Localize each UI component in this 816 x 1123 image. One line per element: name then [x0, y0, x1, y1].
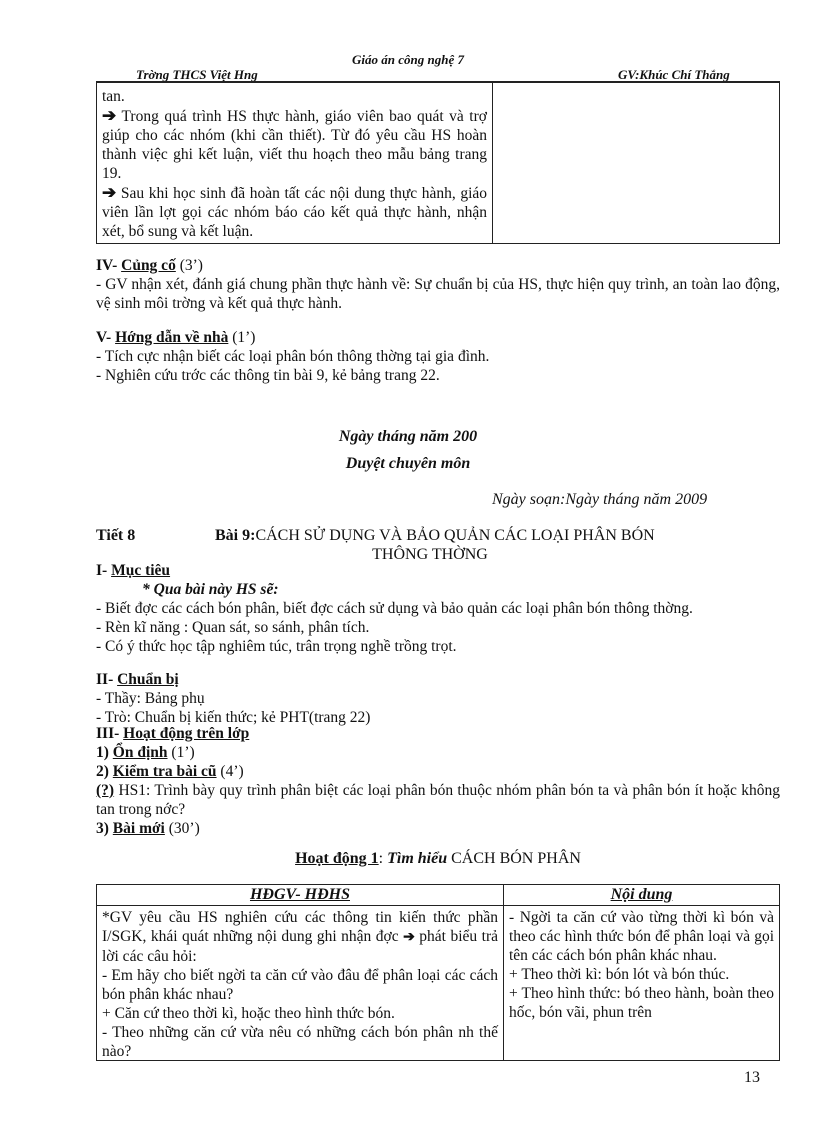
review-question: HS1: Trình bày quy trình phân biệt các loại phân bón thuộc nhóm phân bón ta và phân bón ít hoặc không tan trong nớc? [96, 782, 780, 818]
lesson-title-line-1: CÁCH SỬ DỤNG VÀ BẢO QUẢN CÁC LOẠI PHÂN BÓN [255, 527, 655, 544]
step-3-time: (30’) [164, 820, 200, 837]
section-i-intro: * Qua bài này HS sẽ: [142, 581, 279, 598]
header-teacher: GV:Khúc Chí Thắng [618, 67, 730, 82]
section-i-item: - Biết đợc các cách bón phân, biết đợc cách sử dụng và bảo quản các loại phân bón thông thờng. [96, 600, 693, 617]
left-line-2: - Em hãy cho biết ngời ta căn cứ vào đâu để phân loại các cách bón phân khác nhau? [102, 967, 498, 1003]
lesson-title-line-2: THÔNG THỜNG [372, 546, 488, 563]
section-iii-title: Hoạt động trên lớp [123, 725, 250, 742]
activity-heading [0, 850, 816, 868]
section-i-item: - Rèn kĩ năng : Quan sát, so sánh, phân tích. [96, 619, 370, 636]
section-v-item: - Nghiên cứu trớc các thông tin bài 9, kẻ bảng trang 22. [96, 367, 440, 384]
table-header-hdgv: HĐGV- HĐHS [97, 885, 504, 906]
arrow-icon: ➔ [403, 930, 415, 945]
left-line-1-tail: phát biểu trả lời các câu hỏi: [102, 928, 498, 965]
left-line-3: + Căn cứ theo thời kì, hoặc theo hình thức bón. [102, 1005, 395, 1022]
activity-label: Hoạt động 1 [295, 850, 379, 867]
activity-tim-hieu: Tìm hiểu [387, 850, 448, 867]
section-hoat-dong [96, 724, 780, 838]
left-line-4: - Theo những căn cứ vừa nêu có những cách bón phân nh thế nào? [102, 1024, 498, 1060]
step-1-time: (1’) [167, 744, 195, 761]
table-cell-teacher-student [97, 906, 504, 1061]
activity-table [96, 884, 780, 1061]
activity-topic: CÁCH BÓN PHÂN [447, 850, 581, 867]
step-3-title: Bài mới [112, 820, 165, 837]
top-table-right-cell [493, 83, 780, 244]
top-table-line-3: Sau khi học sinh đã hoàn tất các nội dung thực hành, giáo viên lần lợt gọi các nhóm báo cáo kết quả thực hành, nhận xét, bổ sung và kết luận. [102, 185, 488, 240]
lesson-title [215, 527, 655, 545]
approval-date: Ngày tháng năm 200 [338, 428, 478, 445]
section-chuan-bi [96, 670, 780, 727]
section-v-item: - Tích cực nhận biết các loại phân bón thông thờng tại gia đình. [96, 348, 490, 365]
top-table-line-1: tan. [102, 88, 125, 105]
table-header-noi-dung: Nội dung [504, 885, 780, 906]
arrow-icon: ➔ [102, 183, 117, 202]
step-3-number: 3) [96, 820, 109, 837]
step-2-time: (4’) [216, 763, 244, 780]
table-cell-content [504, 906, 780, 1061]
section-i-number: I- [96, 562, 108, 579]
section-cung-co [96, 256, 780, 313]
document-header-title: Giáo án công nghệ 7 [352, 52, 464, 67]
section-huong-dan [96, 328, 780, 385]
step-2-title: Kiểm tra bài cũ [112, 763, 217, 780]
step-1-title: Ổn định [112, 744, 168, 761]
top-table-line-2: Trong quá trình HS thực hành, giáo viên bao quát và trợ giúp cho các nhóm (khi cần thiết). Từ đó yêu cầu HS hoàn thành việc ghi kết luận, viết thu hoạch theo mẫu bảng trang 19. [102, 108, 487, 182]
section-v-time: (1’) [228, 329, 256, 346]
approval-label: Duyệt chuyên môn [345, 455, 471, 472]
preparation-date: Ngày soạn:Ngày tháng năm 2009 [492, 491, 708, 508]
step-1-number: 1) [96, 744, 109, 761]
section-iv-time: (3’) [175, 257, 203, 274]
question-mark-icon: (?) [96, 782, 115, 799]
top-table-left-cell [97, 83, 493, 244]
section-muc-tieu [96, 561, 780, 656]
right-line-2: + Theo thời kì: bón lót và bón thúc. [509, 966, 730, 983]
section-iv-number: IV- [96, 257, 118, 274]
section-ii-title: Chuẩn bị [117, 671, 179, 688]
section-v-title: Hớng dẫn về nhà [115, 329, 229, 346]
section-iv-title: Củng cố [121, 257, 176, 274]
section-i-title: Mục tiêu [111, 562, 171, 579]
section-ii-number: II- [96, 671, 114, 688]
page-number: 13 [744, 1069, 760, 1086]
section-iii-number: III- [96, 725, 120, 742]
right-line-3: + Theo hình thức: bó theo hành, boàn theo hốc, bón vãi, phun trên [509, 985, 774, 1021]
lesson-period: Tiết 8 [96, 527, 136, 544]
step-2-number: 2) [96, 763, 109, 780]
header-school: Trờng THCS Việt Hng [136, 67, 258, 82]
section-iv-body: - GV nhận xét, đánh giá chung phần thực hành về: Sự chuẩn bị của HS, thực hiện quy trình, an toàn lao động, vệ sinh môi trờng và kết quả thực hành. [96, 276, 780, 312]
section-i-item: - Có ý thức học tập nghiêm túc, trân trọng nghề trồng trọt. [96, 638, 457, 655]
section-ii-item: - Trò: Chuẩn bị kiến thức; kẻ PHT(trang 22) [96, 709, 371, 726]
right-line-1: - Ngời ta căn cứ vào từng thời kì bón và theo các hình thức bón để phân loại và gọi tên các cách bón phân khác nhau. [509, 909, 774, 964]
activity-separator: : [378, 850, 388, 867]
top-continuation-table [96, 82, 780, 244]
left-line-1: *GV yêu cầu HS nghiên cứu các thông tin kiến thức phần I/SGK, khái quát những nội dung ghi nhận đợc [102, 909, 498, 945]
arrow-icon: ➔ [102, 106, 117, 125]
section-v-number: V- [96, 329, 112, 346]
lesson-label: Bài 9: [215, 527, 256, 544]
section-ii-item: - Thầy: Bảng phụ [96, 690, 205, 707]
